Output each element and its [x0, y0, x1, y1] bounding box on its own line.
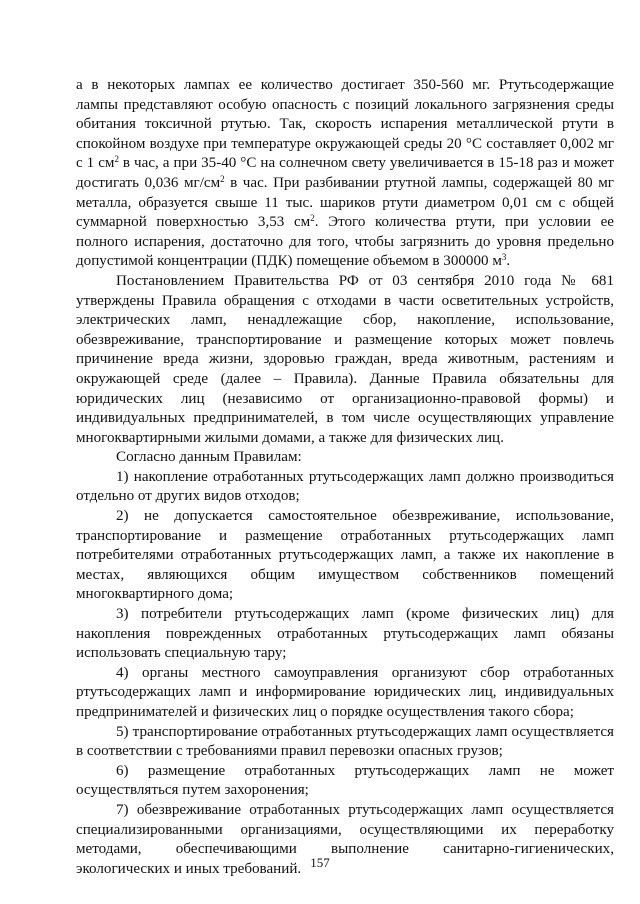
paragraph-mercury-evaporation: а в некоторых лампах ее количество достигает 350-560 мг. Ртутьсодержащие лампы представляют особую опасность с позиций локального загрязнения среды обитания токсичной ртутью. Так, скорость испарения металлической ртути в спокойном воздухе при температуре окружающей среды 20 °С составляет 0,002 мг с 1 $см^2$ в час, а при 35-40 °С на солнечном свету увеличивается в 15-18 раз и может достигать 0,036 $мг/см^2$ в час. При разбивании ртутной лампы, содержащей 80 мг металла, образуется свыше 11 тыс. шариков ртути диаметром 0,01 см с общей суммарной поверхностью 3,53 $см^2$. Этого количества ртути, при условии ее полного испарения, достаточно для того, чтобы загрязнить до уровня предельно допустимой концентрации (ПДК) помещение объемом в 300000 $м^3$. — [76, 77, 614, 270]
paragraph-rules-intro: Согласно данным Правилам: — [116, 449, 302, 466]
rule-item-4: 4) органы местного самоуправления организуют сбор отработанных ртутьсодержащих ламп и информирование юридических лиц, индивидуальных предпринимателей и физических лиц о порядке осуществления такого сбора; — [76, 664, 614, 720]
rule-item-6: 6) размещение отработанных ртутьсодержащих ламп не может осуществляться путем захоронения; — [76, 762, 614, 799]
superscript-2: 2 — [220, 173, 225, 184]
document-body — [76, 76, 614, 879]
superscript-2: 2 — [114, 154, 119, 165]
rule-item-5: 5) транспортирование отработанных ртутьсодержащих ламп осуществляется в соответствии с требованиями правил перевозки опасных грузов; — [76, 723, 614, 760]
superscript-2: 2 — [310, 213, 315, 224]
rule-item-3: 3) потребители ртутьсодержащих ламп (кроме физических лиц) для накопления поврежденных отработанных ртутьсодержащих ламп обязаны использовать специальную тару; — [76, 606, 614, 662]
page-number: 157 — [310, 855, 330, 870]
rule-item-1: 1) накопление отработанных ртутьсодержащих ламп должно производиться отдельно от других видов отходов; — [76, 468, 614, 505]
superscript-3: 3 — [501, 252, 507, 263]
paragraph-government-decree: Постановлением Правительства РФ от 03 сентября 2010 года № 681 утверждены Правила обращения с отходами в части осветительных устройств, электрических ламп, ненадлежащие сбор, накопление, использование, обезвреживание, транспортирование и размещение которых может повлечь причинение вреда жизни, здоровью граждан, вреда животным, растениям и окружающей среде (далее – Правила). Данные Правила обязательны для юридических лиц (независимо от организационно-правовой формы) и индивидуальных предпринимателей, в том числе осуществляющих управление многоквартирными жилыми домами, а также для физических лиц. — [76, 272, 614, 446]
rule-item-7: 7) обезвреживание отработанных ртутьсодержащих ламп осуществляется специализированными организациями, осуществляющими их переработку методами, обеспечивающими выполнение санитарно-гигиенических, экологических и иных требований. — [76, 801, 614, 877]
rule-item-2: 2) не допускается самостоятельное обезвреживание, использование, транспортирование и размещение отработанных ртутьсодержащих ламп потребителями отработанных ртутьсодержащих ламп, а также их накопление в местах, являющихся общим имуществом собственников помещений многоквартирного дома; — [76, 508, 614, 603]
